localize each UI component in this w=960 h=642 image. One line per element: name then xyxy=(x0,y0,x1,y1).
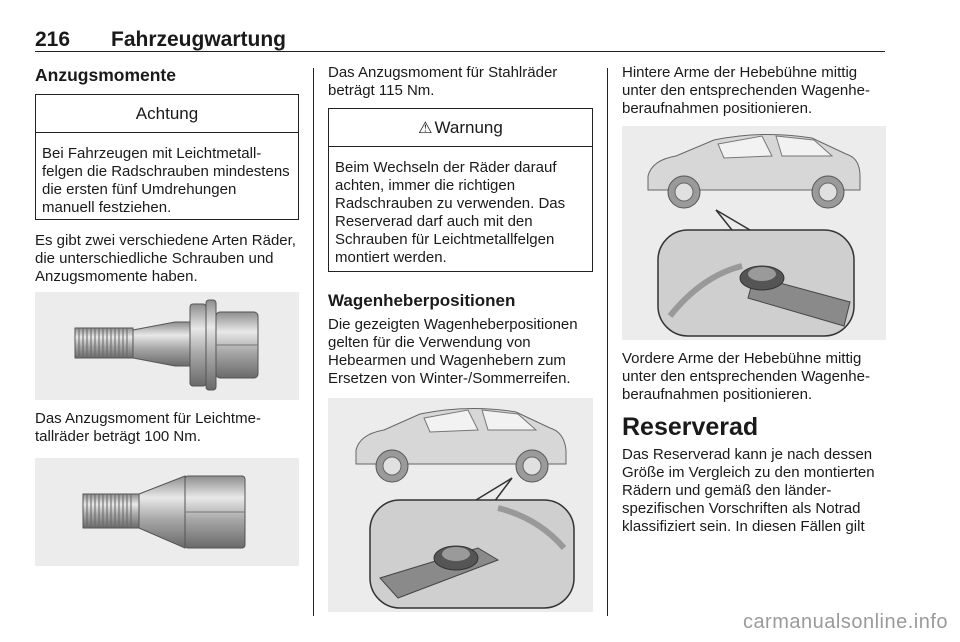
paragraph-spare-wheel: Das Reserverad kann je nach dessen Größe im Vergleich zu den montierten Rädern und gemäß den länderspezifischen Vorschriften als Notrad klassifiziert sein. In diesen Fällen gilt xyxy=(622,446,875,535)
page-number: 216 xyxy=(35,28,71,51)
car-lift-rear-image xyxy=(622,126,886,340)
warning-box-text: Beim Wechseln der Räder darauf achten, immer die richtigen Radschrauben zu verwenden. Das Reserverad darf auch mit den Schrauben für Leichtmetallfelgen montiert werden. xyxy=(335,159,566,266)
chapter-title: Fahrzeugwartung xyxy=(111,28,287,51)
column-3 xyxy=(622,64,886,546)
caution-box xyxy=(35,94,299,220)
paragraph-rear-arms: Hintere Arme der Hebebühne mittig unter den entsprechenden Wagenheberaufnahmen positionieren. xyxy=(622,64,870,117)
caution-box-title: Achtung xyxy=(36,95,298,133)
paragraph-steel-torque: Das Anzugsmoment für Stahlräder beträgt 115 Nm. xyxy=(328,64,558,99)
section-heading-wagenheber: Wagenheberpositionen xyxy=(328,291,516,310)
warning-box-header xyxy=(329,109,592,147)
bolt-image-alloy xyxy=(35,292,299,400)
page-header xyxy=(35,28,885,52)
column-divider xyxy=(313,68,314,616)
paragraph-jack-positions: Die gezeigten Wagenheberpositionen gelten für die Verwendung von Hebearmen und Wagenhebern zum Ersetzen von Winter-/Sommerreifen. xyxy=(328,316,578,387)
column-divider xyxy=(607,68,608,616)
car-lift-front-image xyxy=(328,398,593,612)
section-heading-reserverad: Reserverad xyxy=(622,413,759,441)
paragraph-alloy-torque: Das Anzugsmoment für Leichtmetallräder beträgt 100 Nm. xyxy=(35,410,261,445)
warning-box-title: Warnung xyxy=(434,118,503,137)
caution-box-text: Bei Fahrzeugen mit Leichtmetallfelgen die Radschrauben mindestens die ersten fünf Umdrehungen manuell festziehen. xyxy=(42,145,290,216)
column-2 xyxy=(328,64,593,612)
warning-triangle-icon: ⚠ xyxy=(418,120,433,137)
paragraph-front-arms: Vordere Arme der Hebebühne mittig unter den entsprechenden Wagenheberaufnahmen positionieren. xyxy=(622,350,870,403)
column-1 xyxy=(35,64,299,566)
paragraph-wheel-types: Es gibt zwei verschiedene Arten Räder, die unterschiedliche Schrauben und Anzugsmomente haben. xyxy=(35,232,296,285)
section-heading-anzugsmomente: Anzugsmomente xyxy=(35,65,176,85)
warning-box xyxy=(328,108,593,272)
bolt-image-steel xyxy=(35,458,299,566)
watermark: carmanualsonline.info xyxy=(742,611,948,633)
